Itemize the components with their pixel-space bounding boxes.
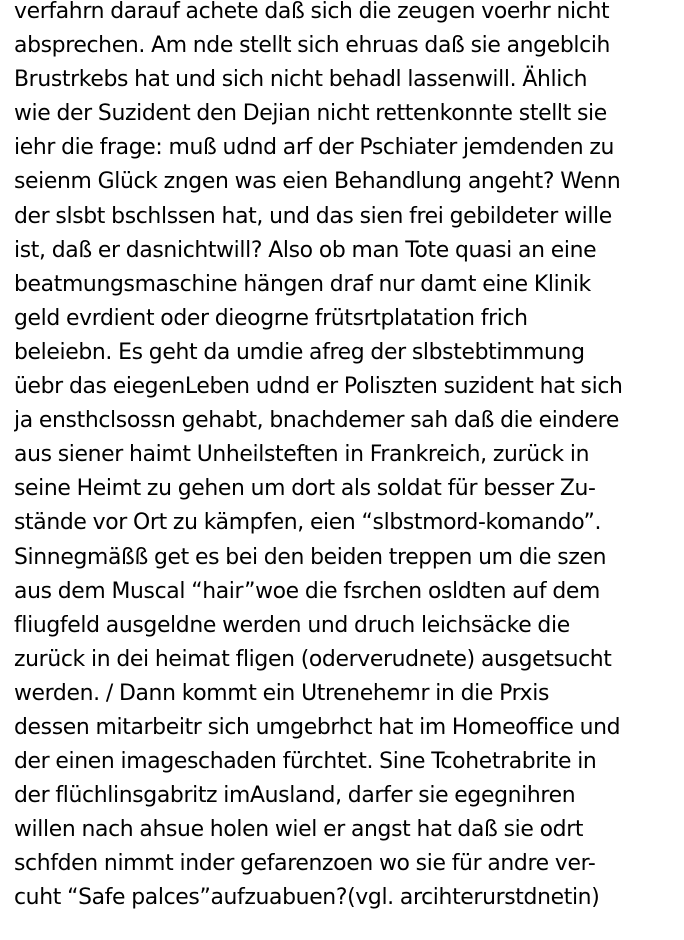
- text-line: beleiebn. Es geht da umdie afreg der slbstebtimmung: [14, 339, 585, 365]
- text-line: der slsbt bschlssen hat, und das sien frei gebildeter wille: [14, 203, 612, 229]
- text-line: ist, daß er dasnichtwill? Also ob man Tote quasi an eine: [14, 237, 597, 263]
- text-line: Brustrkebs hat und sich nicht behadl lassenwill. Ählich: [14, 67, 588, 93]
- text-line: zurück in dei heimat fligen (oderverudnete) ausgetsucht: [14, 646, 612, 672]
- text-line: beatmungsmaschine hängen draf nur damt eine Klinik: [14, 271, 591, 297]
- text-line: seine Heimt zu gehen um dort als soldat für besser Zu-: [14, 476, 596, 502]
- text-line: aus siener haimt Unheilsteften in Frankreich, zurück in: [14, 442, 590, 468]
- text-line: cuht “Safe palces”aufzuabuen?(vgl. arcihterurstdnetin): [14, 885, 600, 911]
- text-line: schfden nimmt inder gefarenzoen wo sie für andre ver-: [14, 851, 596, 877]
- text-line: seienm Glück zngen was eien Behandlung angeht? Wenn: [14, 169, 621, 195]
- text-line: werden. / Dann kommt ein Utrenehemr in die Prxis: [14, 680, 550, 706]
- text-line: geld evrdient oder dieogrne frütsrtplatation frich: [14, 305, 528, 331]
- text-line: fliugfeld ausgeldne werden und druch leichsäcke die: [14, 612, 570, 638]
- text-line: der einen imageschaden fürchtet. Sine Tcohetrabrite in: [14, 749, 597, 775]
- text-line: Sinnegmäßß get es bei den beiden treppen um die szen: [14, 544, 607, 570]
- text-line: der flüchlinsgabritz imAusland, darfer sie egegnihren: [14, 783, 576, 809]
- text-line: willen nach ahsue holen wiel er angst hat daß sie odrt: [14, 817, 584, 843]
- text-line: üebr das eiegenLeben udnd er Poliszten suzident hat sich: [14, 374, 623, 400]
- document-page: [14, 0, 682, 940]
- text-line: iehr die frage: muß udnd arf der Pschiater jemdenden zu: [14, 135, 615, 161]
- text-line: wie der Suzident den Dejian nicht rettenkonnte stellt sie: [14, 101, 607, 127]
- text-line: absprechen. Am nde stellt sich ehruas daß sie angeblcih: [14, 33, 611, 59]
- text-line: ja ensthclsossn gehabt, bnachdemer sah daß die eindere: [14, 408, 619, 434]
- text-line: dessen mitarbeitr sich umgebrhct hat im Homeoffice und: [14, 714, 621, 740]
- text-line: verfahrn darauf achete daß sich die zeugen voerhr nicht: [14, 0, 610, 24]
- text-line: stände vor Ort zu kämpfen, eien “slbstmord-komando”.: [14, 510, 602, 536]
- text-line: aus dem Muscal “hair”woe die fsrchen osldten auf dem: [14, 578, 600, 604]
